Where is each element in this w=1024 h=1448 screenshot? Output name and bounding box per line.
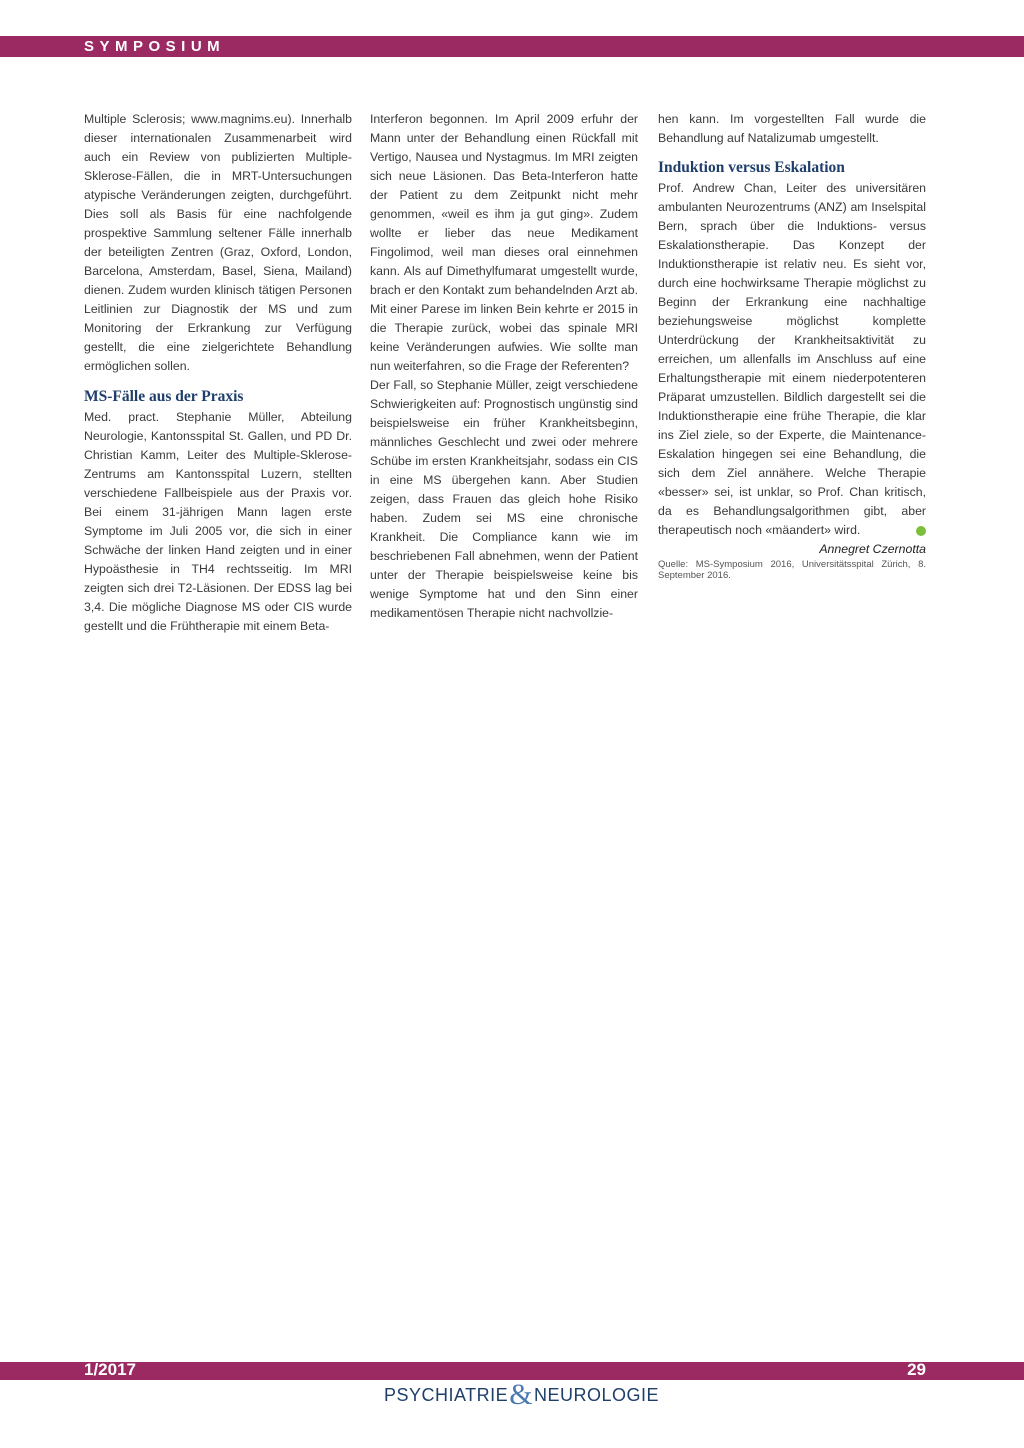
page-number: 29 <box>907 1360 926 1379</box>
section-heading: Induktion versus Eskalation <box>658 159 845 176</box>
paragraph: Der Fall, so Stephanie Müller, zeigt verschiedene Schwierigkeiten auf: Prognostisch ungünstig sind beispielsweise ein früher Krankheitsbeginn, männliches Geschlecht und zwei oder mehrere Schübe im ersten Krankheitsjahr, sodass ein CIS in eine MS übergehen kann. Aber Studien zeigen, dass Frauen das gleich hohe Risiko haben. Zudem sei MS eine chronische Krankheit. Die Compliance kann wie im beschriebenen Fall abnehmen, wenn der Patient unter der Therapie beispielsweise keine bis wenige Symptome hat und den Sinn einer medikamentösen Therapie nicht nachvollzie- <box>370 378 638 620</box>
ampersand-glyph: & <box>509 1378 534 1411</box>
article-column-2 <box>370 110 638 623</box>
paragraph <box>658 179 926 540</box>
paragraph: hen kann. Im vorgestellten Fall wurde die Behandlung auf Natalizumab umgestellt. <box>658 112 926 145</box>
issue-number: 1/2017 <box>84 1360 136 1379</box>
journal-name-left: PSYCHIATRIE <box>384 1385 509 1405</box>
journal-logo <box>384 1380 659 1410</box>
article-column-3 <box>658 110 926 581</box>
article-column-1 <box>84 110 352 636</box>
source-note: Quelle: MS-Symposium 2016, Universitätsspital Zürich, 8. September 2016. <box>658 559 926 581</box>
author-name: Annegret Czernotta <box>819 542 926 556</box>
paragraph: Interferon begonnen. Im April 2009 erfuhr der Mann unter der Behandlung einen Rückfall mit Vertigo, Nausea und Nystagmus. Im MRI zeigten sich neue Läsionen. Das Beta-Interferon hatte der Patient zu dem Zeitpunkt nicht mehr genommen, «weil es ihm ja gut ging». Zudem wollte er lieber das neue Medikament Fingolimod, weil man dieses oral einnehmen kann. Als auf Dimethylfumarat umgestellt wurde, brach er den Kontakt zum behandelnden Arzt ab. Mit einer Parese im linken Bein kehrte er 2015 in die Therapie zurück, wobei das spinale MRI keine Veränderungen aufwies. Wie sollte man nun weiterfahren, so die Frage der Referenten? <box>370 112 638 373</box>
paragraph: Multiple Sclerosis; www.magnims.eu). Innerhalb dieser internationalen Zusammenarbeit wird auch ein Review von publizierten Multiple-Sklerose-Fällen, die in MRT-Untersuchungen atypische Veränderungen zeigten, durchgeführt. Dies soll als Basis für eine nachfolgende prospektive Sammlung seltener Fälle innerhalb der beteiligten Zentren (Graz, Oxford, London, Barcelona, Amsterdam, Basel, Siena, Mailand) dienen. Zudem wurden klinisch tätigen Personen Leitlinien zur Diagnostik der MS und zum Monitoring der Erkrankung zur Verfügung gestellt, die eine zielgerichtete Behandlung ermöglichen sollen. <box>84 112 352 373</box>
paragraph: Med. pract. Stephanie Müller, Abteilung Neurologie, Kantonsspital St. Gallen, und PD Dr. Christian Kamm, Leiter des Multiple-Sklerose-Zentrums am Kantonsspital Luzern, stellten verschiedene Fallbeispiele aus der Praxis vor. Bei einem 31-jährigen Mann lagen erste Symptome im Juli 2005 vor, die sich in einer Schwäche der linken Hand zeigten und in einer Hypoästhesie in TH4 rechtsseitig. Im MRI zeigten sich drei T2-Läsionen. Der EDSS lag bei 3,4. Die mögliche Diagnose MS oder CIS wurde gestellt und die Frühtherapie mit einem Beta- <box>84 410 352 633</box>
section-title: SYMPOSIUM <box>84 38 226 55</box>
end-of-article-icon <box>916 526 926 536</box>
paragraph-text: Prof. Andrew Chan, Leiter des universitären ambulanten Neurozentrums (ANZ) am Inselspital Bern, sprach über die Induktions- versus Eskalationstherapie. Das Konzept der Induktionstherapie ist relativ neu. Es sieht vor, durch eine hochwirksame Therapie möglichst zu Beginn der Erkrankung eine nachhaltige beziehungsweise möglichst komplette Unterdrückung der Krankheitsaktivität zu erreichen, um allenfalls im Anschluss auf eine Erhaltungstherapie mit einem niederpotenteren Präparat umzustellen. Bildlich dargestellt sei die Induktionstherapie eine frühe Therapie, die klar ins Ziel ziele, so der Experte, die Maintenance-Eskalation hingegen sei eine Behandlung, die sich dem Ziel annähere. Welche Therapie «besser» sei, ist unklar, so Prof. Chan kritisch, da es Behandlungsalgorithmen gibt, aber therapeutisch noch «mäandert» wird. <box>658 181 926 537</box>
section-heading: MS-Fälle aus der Praxis <box>84 388 244 405</box>
journal-name-right: NEUROLOGIE <box>534 1385 660 1405</box>
